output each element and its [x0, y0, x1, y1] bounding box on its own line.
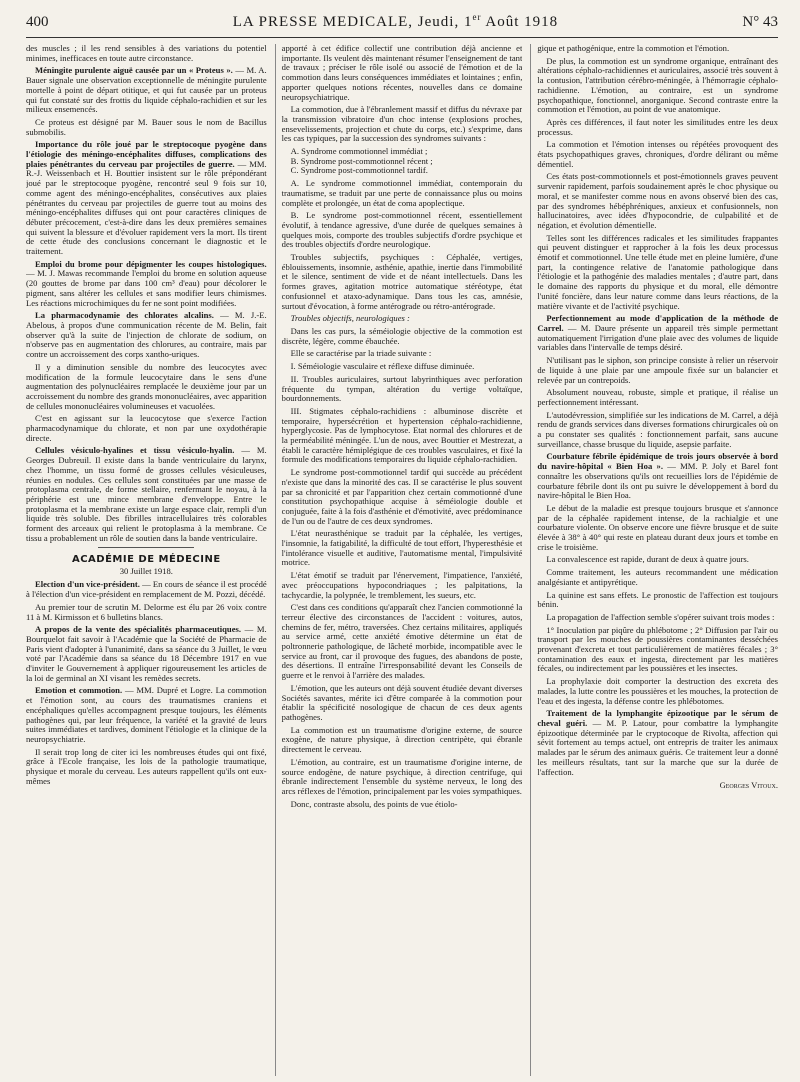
article-heading: La pharmacodynamie des chlorates alcalins. — [35, 310, 214, 321]
paragraph: I. Séméiologie vasculaire et réflexe diffuse diminuée. — [290, 361, 475, 372]
paragraph: III. Stigmates céphalo-rachidiens : albuminose discrète et temporaire, hypersécrétion et hypertension céphalo-rachidienne, hyperglycosie. Pas de lymphocytose. Etat normal des chlorures et de la perméabilité méningée. L'un de nous, avec Bouttier et Mestrezat, a établi le caractère hémiplégique de ces troubles vasculaires, et fixé la formule des modifications temporaires du liquide céphalo-rachidien. — [281, 405, 523, 465]
article-body: — MM. R.-J. Weissenbach et H. Bouttier insistent sur le rôle prépondérant joué par le streptocoque pyogène, rencontré seul 9 fois sur 10, comme agent des méningo-encéphalites, consécutives aux plaies pénétrantes du cerveau par projectiles de guerre tout au moins des méningo-encéphalites diffuses qui ont pour caractères cliniques de débuter précocement, c'est-à-dire dans les deux premières semaines qui suivent la blessure et d'évoluer rapidement vers la mort. Ils tirent de cette étude des conclusions concernant le diagnostic et le traitement. — [26, 158, 267, 257]
paragraph: C'est dans ces conditions qu'apparaît chez l'ancien commotionné la terreur élective des circonstances de l'accident : voitures, autos, chemins de fer, métro, traversées. Chez certains militaires, appliqués au service armé, cette anxiété émotive détermine un état de poltronnerie pathologique, de lâcheté morbide, incompatible avec le service au front, car il provoque des fugues, des abandons de poste, des désertions. Il entraîne l'irresponsabilité devant les Conseils de guerre et le renvoi à l'arrière des malades. — [281, 602, 523, 681]
page-header — [26, 12, 778, 38]
article — [26, 686, 267, 744]
paragraph: La commotion et l'émotion intenses ou répétées provoquent des états psychopathiques graves, chroniques, d'ordre délirant ou même démentiel. — [537, 139, 779, 169]
column-3 — [530, 44, 778, 1076]
issue-date-suffix: Août 1918 — [481, 14, 559, 30]
paragraph: Elle se caractérise par la triade suivante : — [290, 348, 432, 359]
paragraph: La commotion, due à l'ébranlement massif et diffus du névraxe par la transmission vibratoire d'un choc intense (explosions proches, ensevelissements, projection et chute du corps, etc.) s'exprime, dans les cas typiques, par la succession des syndromes suivants : — [281, 104, 523, 144]
article-heading: Emploi du brome pour dépigmenter les coupes histologiques. — [35, 258, 267, 269]
paragraph: Donc, contraste absolu, des points de vue étiolo- — [290, 798, 458, 809]
paragraph: N'utilisant pas le siphon, son principe consiste à relier un réservoir de liquide à une plaie par une ampoule fixée sur un balancier et relevée par un contrepoids. — [537, 355, 779, 385]
paragraph: Ce proteus est désigné par M. Bauer sous le nom de Bacillus submobilis. — [26, 116, 267, 137]
column-2 — [275, 44, 523, 1076]
paragraph: B. Le syndrome post-commotionnel récent, essentiellement évolutif, à tendance agressive, d'une durée de quelques semaines à quelques mois, comporte des troubles subjectifs d'ordre psychique et des troubles objectifs d'ordre neurologique. — [281, 210, 523, 250]
paragraph: Ces états post-commotionnels et post-émotionnels graves peuvent survenir rapidement, parfois soudainement après le choc physique ou moral, et se manifester comme nous en avons observé bien des cas, par des syndromes hébéphréniques, anxieux et confusionnels, non hallucinatoires, avec idées d'hypocondrie, de culpabilité et de négation, et évolution démentielle. — [537, 171, 779, 230]
article — [26, 140, 267, 256]
paragraph: L'état émotif se traduit par l'énervement, l'impatience, l'anxiété, avec préoccupations hypocondriaques ; les palpitations, la tachycardie, la polypnée, le tremblement, les sueurs, etc. — [281, 570, 523, 600]
article — [537, 452, 778, 501]
article-heading: Importance du rôle joué par le streptocoque pyogène dans l'étiologie des méningo-encéphalites diffuses, complications des plaies pénétrantes du cerveau par projectiles de guerre. — [26, 139, 267, 169]
paragraph: Troubles subjectifs, psychiques : Céphalée, vertiges, éblouissements, insomnie, asthénie, apathie, inertie dans l'immobilité et le silence, sentiment de vide et de néant intellectuels. Dans les formes graves, agitation motrice automatique stéréotype, état confusionnel et ataxo-adynamique. Dans tous les cas, amnésie, surtout d'évocation, à forme antérograde ou rétro-antérograde. — [281, 252, 523, 311]
paragraph: 1° Inoculation par piqûre du phlébotome ; 2° Diffusion par l'air ou transport par les mouches de poussières contaminantes desséchées provenant d'excreta et tout particulièrement de matières fécales ; 3° contamination des eaux et ingesta, directement par les matières fécales, ou indirectement par les poussières et les insectes. — [537, 624, 779, 674]
paragraph: L'état neurasthénique se traduit par la céphalée, les vertiges, l'insomnie, la fatigabilité, la difficulté de tout effort, l'hyperesthésie et l'intolérance visuelle et auditive, l'automatisme mental, l'impulsivité motrice. — [281, 528, 523, 568]
article-body: — En cours de séance il est procédé à l'élection d'un vice-président en remplacement de M. Pozzi, décédé. — [26, 579, 267, 600]
paragraph: Dans les cas purs, la séméiologie objective de la commotion est discrète, légère, comme ébauchée. — [281, 325, 523, 346]
paragraph: Il serait trop long de citer ici les nombreuses études qui ont fixé, grâce à l'Ecole française, les lois de la pathologie traumatique, physique et morale du cerveau. Les auteurs rappellent qu'ils ont eux-mêmes — [26, 746, 267, 786]
article-body: — M. P. Latour, pour combattre la lymphangite épizootique déterminée par le cryptocoque de Rivolta, affection qui sévit fortement au temps actuel, ont entrepris de traiter les animaux malades par le sérum des animaux guéris. Ce traitement leur a donné les meilleurs résultats, tant sur la marche que sur la durée de l'affection. — [537, 718, 779, 777]
paragraph: Après ces différences, il faut noter les similitudes entre les deux processus. — [537, 116, 779, 137]
paragraph: Comme traitement, les auteurs recommandent une médication analgésiante et antipyrétique. — [537, 567, 779, 587]
article-heading: Courbature fébrile épidémique de trois jours observée à bord du navire-hôpital « Bien Hoa ». — [537, 451, 779, 472]
journal-title — [233, 12, 558, 31]
list-item: C. Syndrome post-commotionnel tardif. — [290, 165, 428, 176]
section-date: 30 Juillet 1918. — [119, 565, 173, 576]
paragraph: De plus, la commotion est un syndrome organique, entraînant des altérations céphalo-rachidiennes et auriculaires, associé très souvent à la contusion, l'attribution cérébro-méningée, à l'hémorragie céphalo-rachidienne. L'émotion, au contraire, est un syndrome psychopathique, fonctionnel, anorganique. Second contraste entre la commotion et l'émotion, au point de vue anatomique. — [537, 55, 779, 115]
article-heading: Emotion et commotion. — [35, 685, 123, 696]
article-body: — M. J.-E. Abelous, à propos d'une communication récente de M. Belin, fait observer qu'à la suite de l'injection de chlorate de sodium, on n'observe pas en augmentation des chlorures, au contraire, mais par contre un accroissement des corps xantho-uriques. — [26, 310, 267, 360]
paragraph: Absolument nouveau, robuste, simple et pratique, il réalise un perfectionnement intéressant. — [537, 387, 779, 407]
article — [26, 260, 267, 309]
paragraph: La prophylaxie doit comporter la destruction des excreta des malades, la lutte contre les poussières et les mouches, la protection de l'eau et des ingesta, la défense contre les phlébotomes. — [537, 676, 779, 706]
paragraph: Il y a diminution sensible du nombre des leucocytes avec modification de la formule leucocytaire dans le sens d'une augmentation des polynucléaires remplacée le deuxième jour par un accroissement du nombre des grands mononucléaires, avec apparition de cellules mononucléaires volumineuses et vacuolées. — [26, 361, 267, 411]
columns — [26, 44, 778, 1076]
paragraph: Le début de la maladie est presque toujours brusque et s'annonce par de la céphalée rapidement intense, de la rachialgie et une courbature violente. On observe encore une fièvre brusque et de suite élevée à 38° à 40° qui reste en plateau durant deux jours et tombe en crise le troisième. — [537, 502, 779, 552]
article — [26, 625, 267, 683]
article — [26, 66, 267, 115]
paragraph: Troubles objectifs, neurologiques : — [290, 313, 410, 324]
article — [26, 311, 267, 360]
article-body: — MM. Dupré et Logre. La commotion et l'émotion sont, au cours des traumatismes craniens et encéphaliques qu'elles accompagnent presque toujours, les éléments pathogènes qui, par leur fréquence, la variété et la gravité de leurs suites immédiates et tardives, dominent l'étiologie et la clinique de la neuropsychiatrie. — [26, 685, 267, 744]
article-body: — M. Georges Dubreuil. Il existe dans la bande ventriculaire du larynx, chez l'homme, un tissu formé de grosses cellules vésiculeuses, réunies en nodules. Ces cellules sont constituées par une masse de protoplasma centrale, de forme stellaire, renfermant le noyau, à la périphérie est une mince membrane d'enveloppe. Entre le protoplasma et la membrane existe un large espace clair, rempli d'un liquide très soluble. Des fibrilles intracellulaires très colorables forment des arceaux qui relient le protoplasma à la membrane. Ce tissu a probablement un rôle de soutien dans la bande ventriculaire. — [26, 445, 267, 543]
article-body: — M. Bourquelot fait savoir à l'Académie que la Société de Pharmacie de Paris vient d'adopter à l'unanimité, dans sa séance du 3 Juillet, le vœu voté par l'Académie dans sa séance du 18 Décembre 1917 en vue d'inviter le Gouvernement à appliquer rigoureusement les articles de la loi de germinal an XI visant les remèdes secrets. — [26, 624, 267, 683]
author-signature: Georges Vitoux. — [719, 780, 779, 791]
paragraph: II. Troubles auriculaires, surtout labyrinthiques avec perforation fréquente du tympan, altération du vertige voltaïque, bourdonnements. — [281, 373, 523, 404]
paragraph: L'autodévression, simplifiée sur les indications de M. Carrel, a déjà rendu de grands services dans diverses formations chirurgicales où on a pu constater ses qualités : fonctionnement parfait, sans aucune surveillance, chasse brusque du liquide, asepsie parfaite. — [537, 409, 779, 449]
article — [26, 446, 267, 543]
article-heading: Cellules vésiculo-hyalines et tissu vésiculo-hyalin. — [35, 445, 235, 456]
article — [537, 314, 778, 353]
article-body: — M. Daure présente un appareil très simple permettant automatiquement l'irrigation d'une plaie avec des volumes de liquide variables dans l'intervalle de temps désiré. — [537, 322, 779, 353]
paragraph: Au premier tour de scrutin M. Delorme est élu par 26 voix contre 11 à M. Kirmisson et 6 bulletins blancs. — [26, 601, 267, 622]
article-heading: Méningite purulente aiguë causée par un « Proteus ». — [35, 65, 233, 76]
list-item: A. Syndrome commotionnel immédiat ; — [290, 146, 428, 157]
paragraph: Le syndrome post-commotionnel tardif qui succède au précédent n'existe que dans la minorité des cas. Il se caractérise le plus souvent par sa chronicité et par l'apparition chez certain commotionné d'une constitution psychopathique acquise à séméiologie double et conjuguée, faite à la fois d'asthénie et d'émotivité, avec prédominance de l'un ou de l'autre de ces deux syndromes. — [281, 467, 523, 526]
article-body: — M. A. Bauer signale une observation exceptionnelle de méningite purulente mortelle à point de départ otitique, et qui fut causée par un proteus qui fut constaté sur des frottis du liquide céphalo-rachidien et sur les milieux ensemencés. — [26, 65, 267, 115]
column-1 — [26, 44, 267, 1076]
paragraph: des muscles ; il les rend sensibles à des variations du potentiel minimes, inefficaces en toute autre circonstance. — [26, 44, 267, 63]
paragraph: gique et pathogénique, entre la commotion et l'émotion. — [537, 44, 730, 53]
journal-name: LA PRESSE MEDICALE, — [232, 14, 414, 30]
paragraph: A. Le syndrome commotionnel immédiat, contemporain du traumatisme, se traduit par une perte de connaissance plus ou moins complète et prolongée, un état de coma apoplectique. — [281, 178, 523, 208]
section-divider — [98, 547, 194, 548]
paragraph: apporté à cet édifice collectif une contribution déjà ancienne et importante. Ils veulent dès maintenant résumer l'enseignement de tant de travaux ; préciser le rôle isolé ou associé de l'émotion et de la commotion dans leurs conséquences immédiates et lointaines ; enfin, apporter quelques notions récentes, nouvelles dans ce domaine neuropsychiatrique. — [281, 44, 523, 102]
article-heading: Traitement de la lymphangite épizootique par le sérum de cheval guéri. — [537, 708, 779, 728]
paragraph: La commotion est un traumatisme d'origine externe, de source exogène, de nature physique, à direction centripète, qui ébranle directement le cerveau. — [281, 724, 523, 755]
issue-date-sup: er — [472, 12, 482, 22]
paragraph: Telles sont les différences radicales et les similitudes frappantes qui peuvent distinguer et rapprocher à la fois les deux processus émotif et commotionnel. Une telle étude met en pleine lumière, d'une part, la contingence relative de l'anatomie pathologique dans l'étiologie et la pathogénie des maladies mentales ; d'autre part, dans le domaine des rapports du physique et du moral, elle démontre l'unité foncière, dans leur nature comme dans leurs réactions, de la matière vivante et de l'activité psychique. — [537, 232, 779, 311]
paragraph: C'est en agissant sur la leucocytose que s'exerce l'action pharmacodynamique du chlorate, et non par une oxydothérapie directe. — [26, 413, 267, 443]
paragraph: La propagation de l'affection semble s'opérer suivant trois modes : — [546, 611, 775, 622]
paragraph: La quinine est sans effets. Le pronostic de l'affection est toujours bénin. — [537, 589, 779, 610]
article-body: — MM. P. Joly et Barel font connaître les observations qu'ils ont recueillies lors de l'épidémie de courbature fébrile dont ils ont pu suivre le développement à bord du navire-hôpital le Bien Hoa. — [537, 461, 779, 501]
syndrome-list — [282, 147, 523, 176]
paragraph: L'émotion, que les auteurs ont déjà souvent étudiée devant diverses Sociétés savantes, mérite ici d'être comparée à la commotion pour établir la spécificité nosologique de chacun de ces deux agents pathogènes. — [281, 682, 523, 722]
article — [537, 709, 778, 777]
issue-number: N° 43 — [742, 14, 778, 30]
list-item: B. Syndrome post-commotionnel récent ; — [290, 155, 433, 166]
page-number: 400 — [26, 14, 49, 30]
article-body: — M. J. Mawas recommande l'emploi du brome en solution aqueuse (20 gouttes de brome par dans 100 cm³ d'eau) pour décolorer le pigment, sans altérer les cellules et sans modifier leurs chimismes. Les réactions microchimiques du fer ne sont point modifiées. — [26, 268, 267, 308]
article-heading: Election d'un vice-président. — [35, 579, 140, 590]
article-heading: Perfectionnement au mode d'application de la méthode de Carrel. — [537, 313, 779, 333]
paragraph: L'émotion, au contraire, est un traumatisme d'origine interne, de source endogène, de nature psychique, à direction centrifuge, qui ébranle indirectement l'ensemble du système nerveux, le long des arcs réflexes de l'émotion, principalement par les voies sympathiques. — [281, 756, 523, 796]
issue-date-prefix: Jeudi, 1 — [417, 14, 473, 30]
paragraph: La convalescence est rapide, durant de deux à quatre jours. — [546, 554, 749, 565]
section-title: ACADÉMIE DE MÉDECINE — [71, 554, 221, 566]
article-heading: A propos de la vente des spécialités pharmaceutiques. — [35, 624, 242, 635]
article — [26, 580, 267, 599]
